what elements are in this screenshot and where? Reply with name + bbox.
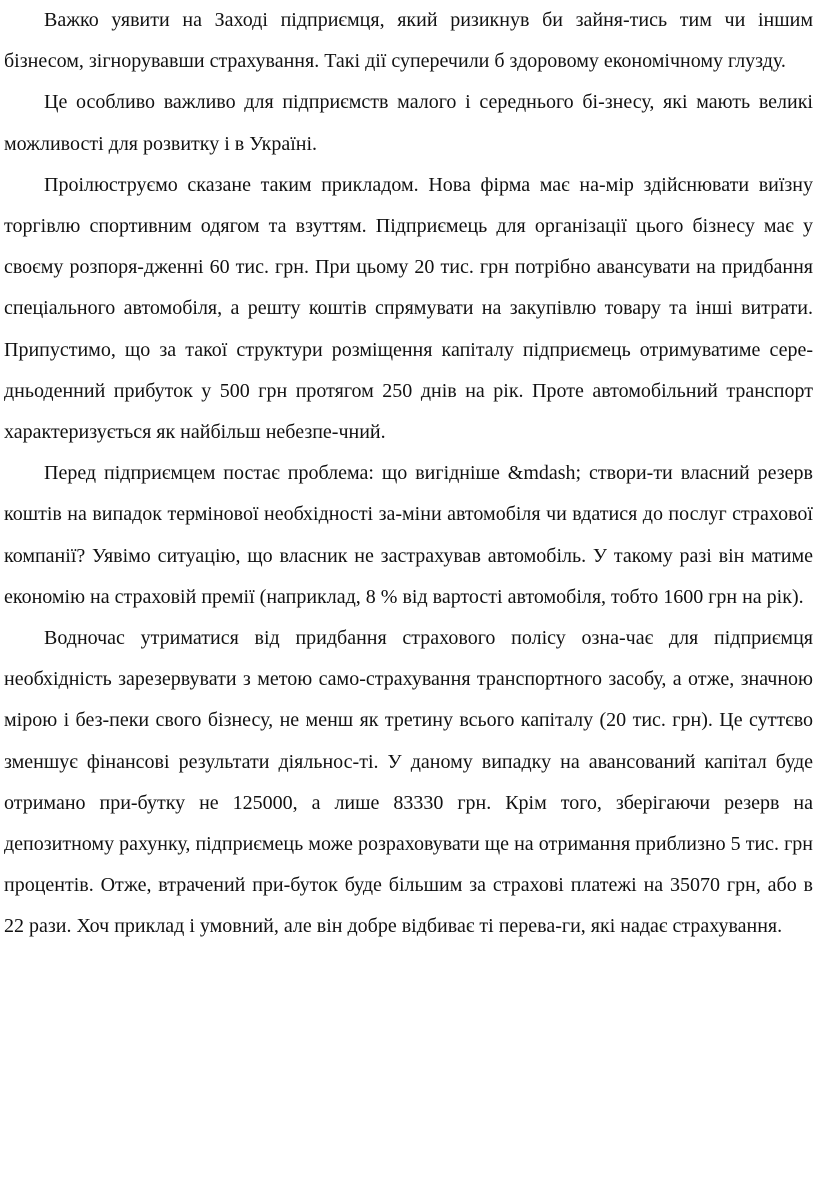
paragraph-3: Проілюструємо сказане таким прикладом. Нова фірма має на-мір здійснювати виїзну торгівлю спортивним одягом та взуттям. Підприємець для організації цього бізнесу має у своєму розпоря-дженні 60 тис. грн. При цьому 20 тис. грн потрібно авансувати на придбання спеціального автомобіля, а решту коштів спрямувати на закупівлю товару та інші витрати. Припустимо, що за такої структури розміщення капіталу підприємець отримуватиме сере-дньоденний прибуток у 500 грн протягом 250 днів на рік. Проте автомобільний транспорт характеризується як найбільш небезпе-чний.	[4, 173, 813, 444]
paragraph-5: Водночас утриматися від придбання страхового полісу озна-чає для підприємця необхідність зарезервувати з метою само-страхування транспортного засобу, а отже, значною мірою і без-пеки свого бізнесу, не менш як третину всього капіталу (20 тис. грн). Це суттєво зменшує фінансові результати діяльнос-ті. У даному випадку на авансований капітал буде отримано при-бутку не 125000, а лише 83330 грн. Крім того, зберігаючи резерв на депозитному рахунку, підприємець може розраховувати ще на отримання приблизно 5 тис. грн процентів. Отже, втрачений при-буток буде більшим за страхові платежі на 35070 грн, або в 22 рази. Хоч приклад і умовний, але він добре відбиває ті перева-ги, які надає страхування.	[4, 627, 813, 938]
paragraph-4: Перед підприємцем постає проблема: що вигідніше &mdash; створи-ти власний резерв коштів на випадок термінової необхідності за-міни автомобіля чи вдатися до послуг страхової компанії? Уявімо ситуацію, що власник не застрахував автомобіль. У такому разі він матиме економію на страховій премії (наприклад, 8 % від вартості автомобіля, тобто 1600 грн на рік).	[4, 462, 813, 608]
paragraph-2: Це особливо важливо для підприємств малого і середнього бі-знесу, які мають великі можливості для розвитку і в Україні.	[4, 91, 813, 155]
paragraph-1: Важко уявити на Заході підприємця, який ризикнув би зайня-тись тим чи іншим бізнесом, зігнорувавши страхування. Такі дії суперечили б здоровому економічному глузду.	[4, 9, 813, 73]
